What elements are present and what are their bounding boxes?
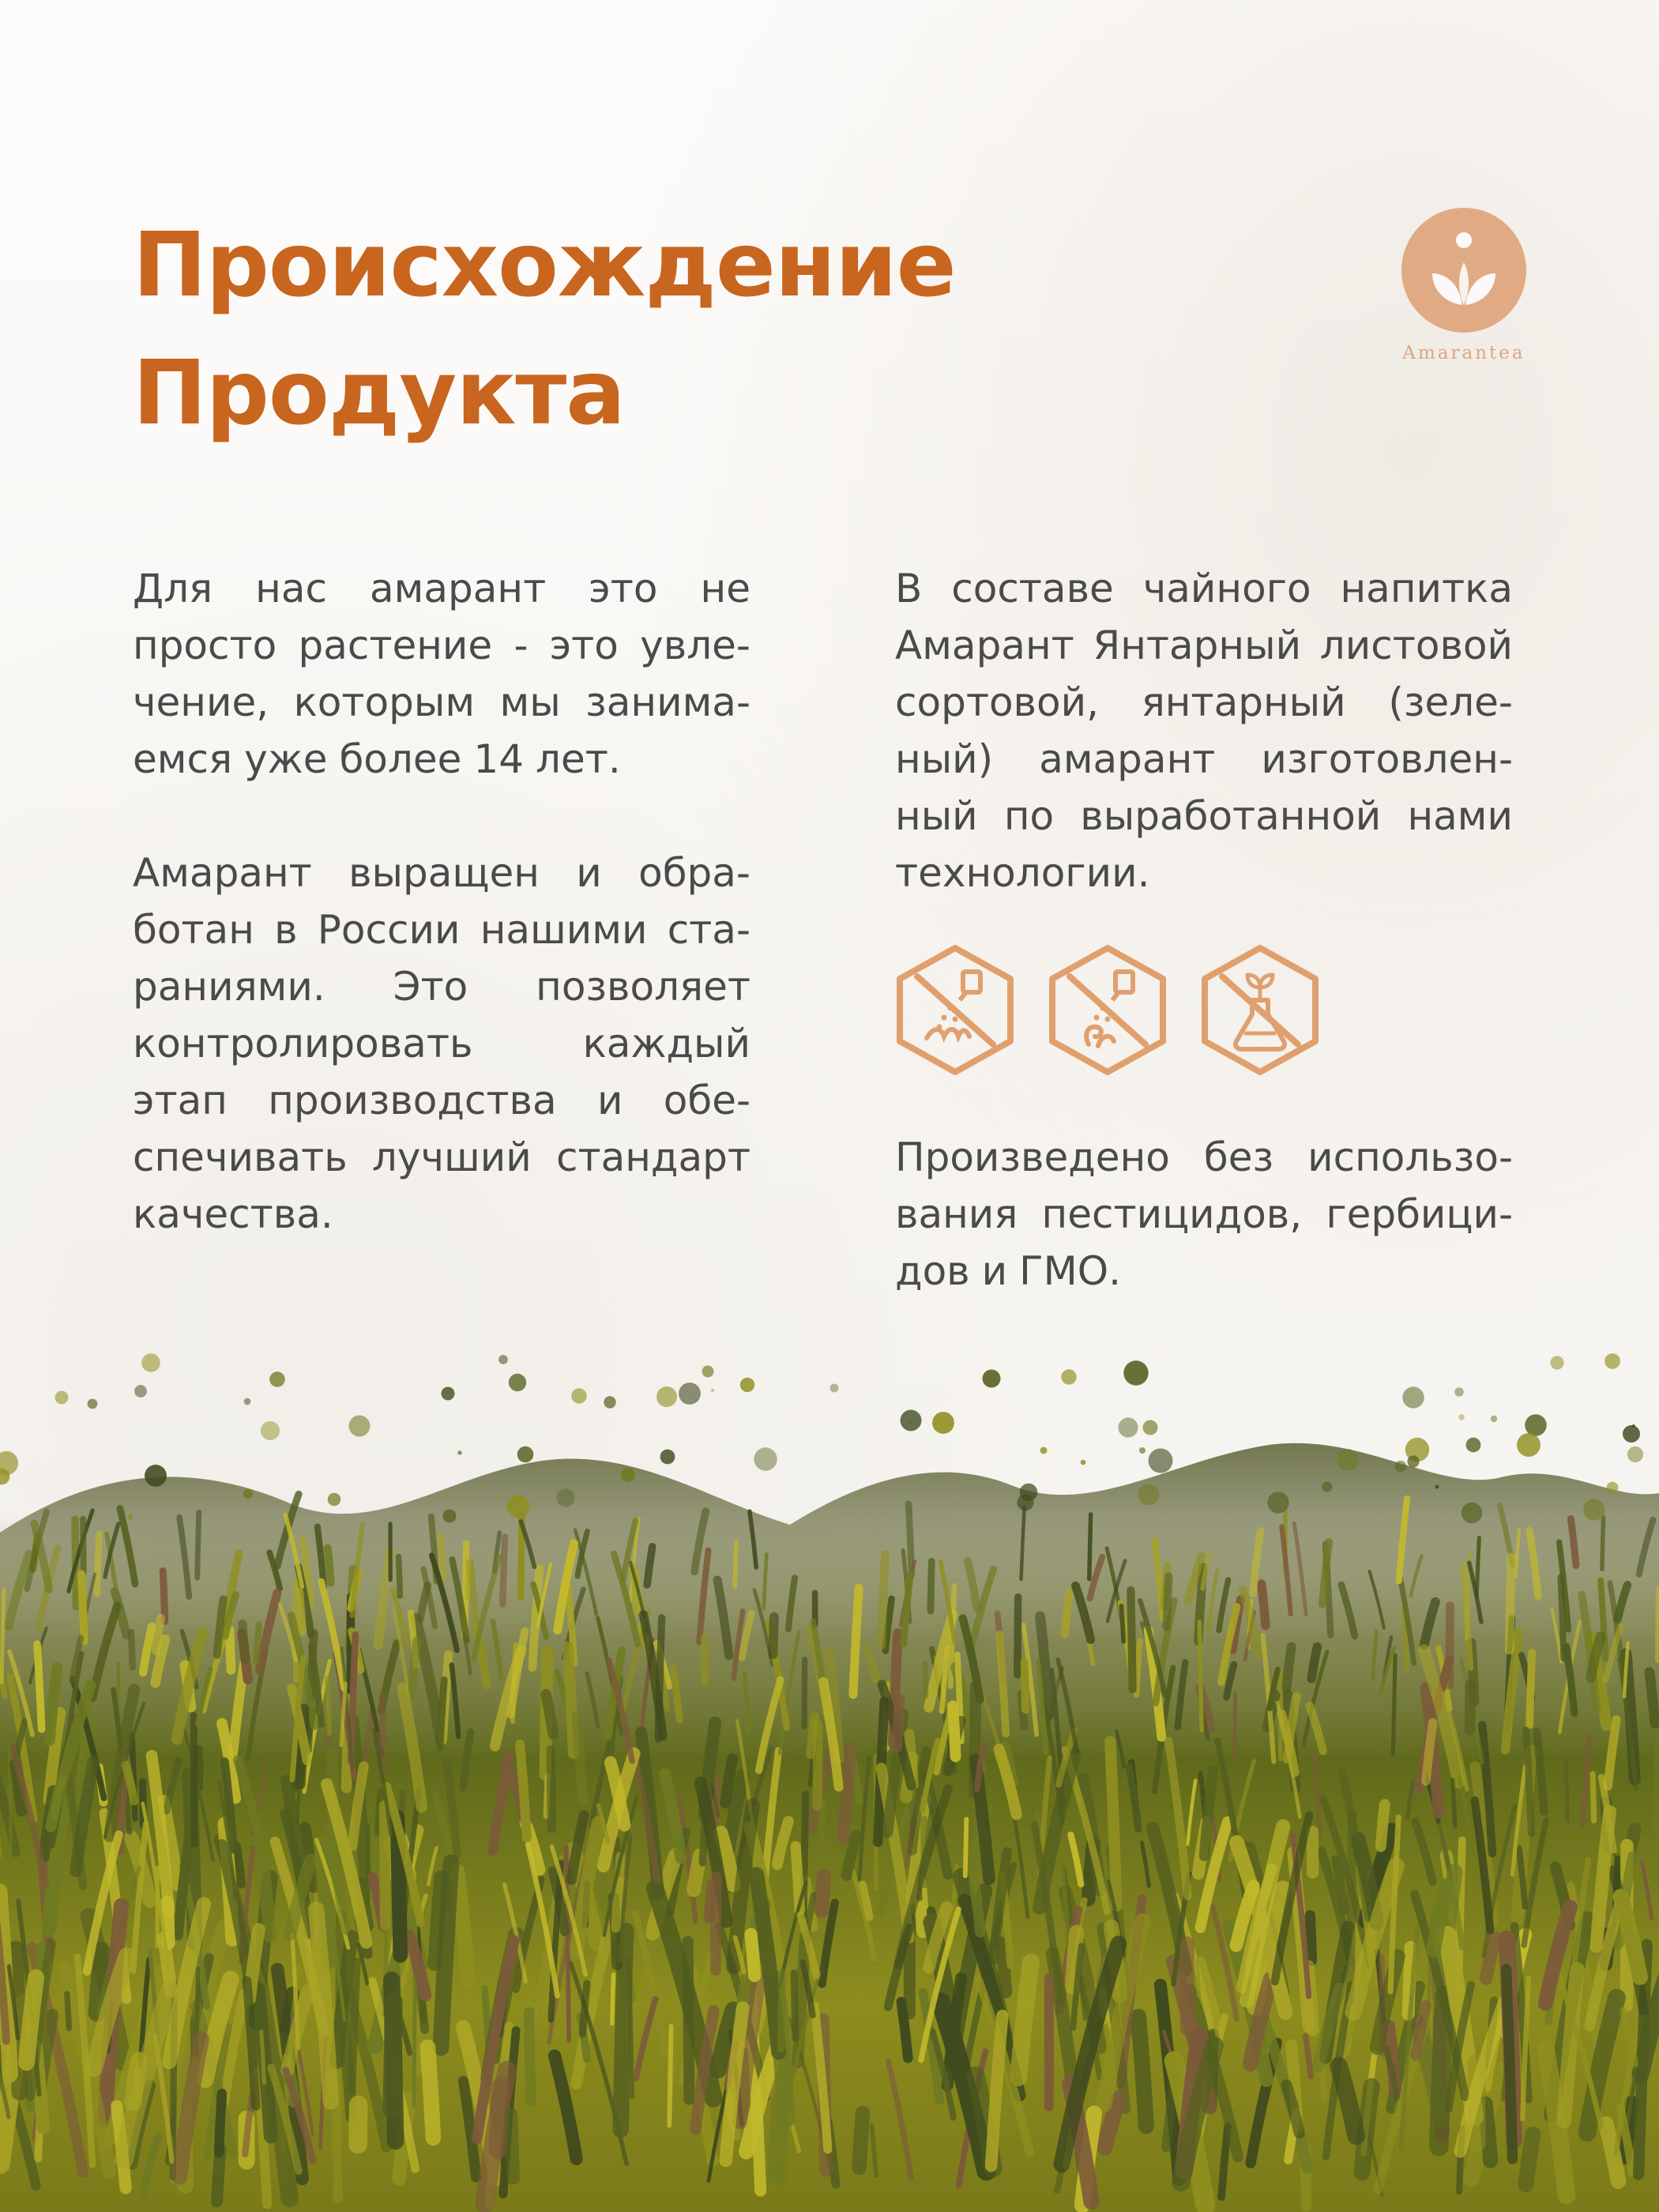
grass-blade bbox=[669, 2026, 671, 2126]
text-line bbox=[895, 1129, 1513, 1186]
word: по bbox=[1003, 793, 1055, 839]
grass-blade bbox=[583, 1984, 588, 2034]
grass-blade bbox=[427, 2047, 433, 2138]
word: уже bbox=[244, 736, 328, 782]
paint-drop bbox=[1623, 1425, 1640, 1443]
grass-blade bbox=[908, 1504, 912, 1575]
paint-drop bbox=[141, 1353, 160, 1372]
paint-drop bbox=[983, 1370, 1001, 1388]
paint-drop bbox=[1081, 1460, 1086, 1465]
word: которым bbox=[293, 679, 476, 725]
grass-blade bbox=[229, 1630, 231, 1670]
word: Амарант bbox=[133, 850, 312, 896]
paint-drop bbox=[1607, 1482, 1619, 1494]
paint-drop bbox=[1435, 1485, 1439, 1489]
grass-blade bbox=[1065, 1593, 1070, 1634]
paint-drop bbox=[621, 1468, 635, 1482]
paint-drop bbox=[55, 1391, 69, 1405]
grass-blade bbox=[804, 1660, 805, 1727]
grass-blade bbox=[1287, 1647, 1292, 1688]
text-line bbox=[133, 617, 750, 674]
word: просто bbox=[133, 623, 277, 668]
word: Для bbox=[133, 566, 213, 611]
grass-blade bbox=[1650, 1672, 1655, 1724]
paint-drop bbox=[1583, 1499, 1604, 1520]
brand-name: Amarantea bbox=[1402, 343, 1525, 363]
word: амарант bbox=[370, 566, 547, 611]
word: вания bbox=[895, 1191, 1018, 1237]
amarantea-logo bbox=[1397, 207, 1531, 373]
grass-blade bbox=[382, 1695, 383, 1744]
word: и bbox=[596, 1078, 623, 1123]
paint-drop bbox=[571, 1388, 587, 1404]
no-gmo-icon bbox=[1200, 945, 1320, 1075]
text-line bbox=[133, 1072, 750, 1129]
word: спечивать bbox=[133, 1134, 348, 1180]
grass-blade bbox=[1311, 1647, 1317, 1679]
paint-drop bbox=[1118, 1417, 1138, 1437]
text-line bbox=[133, 674, 750, 731]
paint-drop bbox=[349, 1416, 371, 1437]
paint-drop bbox=[443, 1510, 457, 1523]
word: янтарный bbox=[1141, 679, 1346, 725]
grass-blade bbox=[1507, 1969, 1513, 2159]
paint-drop bbox=[932, 1412, 954, 1434]
paint-drop bbox=[1627, 1446, 1643, 1462]
grass-blade bbox=[1510, 1557, 1511, 1650]
grass-blade bbox=[577, 1716, 583, 1800]
word: это bbox=[589, 566, 658, 611]
grass-blade bbox=[1602, 1518, 1604, 1570]
grass-blade bbox=[925, 1664, 926, 1696]
grass-blade bbox=[853, 1588, 859, 1695]
word: Произведено bbox=[895, 1134, 1170, 1180]
grass-blade bbox=[1469, 1685, 1470, 1730]
text-line bbox=[895, 1186, 1513, 1243]
grass-blade bbox=[1453, 1780, 1455, 1826]
grass-blade bbox=[725, 1759, 732, 1803]
grass-blade bbox=[1002, 1943, 1006, 1992]
no-herbicides-icon bbox=[1048, 945, 1168, 1075]
paint-drop bbox=[556, 1488, 574, 1507]
paint-drop bbox=[1040, 1447, 1048, 1454]
grass-blade bbox=[198, 1749, 199, 1787]
word: ботан bbox=[133, 907, 254, 953]
paint-drop bbox=[1407, 1455, 1419, 1467]
grass-blade bbox=[953, 1706, 955, 1756]
grass-blade bbox=[131, 1632, 133, 1668]
paint-drop bbox=[128, 1514, 134, 1520]
text-line bbox=[133, 731, 750, 788]
paint-drop bbox=[1517, 1433, 1540, 1457]
text-line bbox=[895, 1243, 1513, 1300]
word: - bbox=[514, 623, 529, 668]
word: увле- bbox=[640, 623, 750, 668]
paint-drop bbox=[1466, 1438, 1481, 1453]
word: позволяет bbox=[536, 964, 750, 1010]
word: растение bbox=[298, 623, 493, 668]
grass-blade bbox=[647, 1547, 653, 1585]
word: раниями. bbox=[133, 964, 325, 1010]
word: гербици- bbox=[1326, 1191, 1513, 1237]
word: России bbox=[317, 907, 461, 953]
word: емся bbox=[133, 736, 233, 782]
word: напитка bbox=[1340, 566, 1513, 611]
word: сортовой, bbox=[895, 679, 1099, 725]
grass-blade bbox=[67, 1994, 69, 2029]
paint-drop bbox=[1454, 1387, 1464, 1397]
text-line bbox=[133, 1129, 750, 1186]
word: чение, bbox=[133, 679, 269, 725]
text-line bbox=[895, 845, 1513, 901]
word: занима- bbox=[585, 679, 750, 725]
grass-blade bbox=[1121, 1606, 1123, 1642]
text-line bbox=[133, 1186, 750, 1243]
paint-drop bbox=[1604, 1353, 1620, 1369]
word: ГМО. bbox=[1019, 1248, 1122, 1294]
paint-drop bbox=[656, 1386, 677, 1407]
grass-blade bbox=[965, 1819, 967, 1876]
paint-drop bbox=[908, 1420, 912, 1424]
grass-blade bbox=[1138, 2017, 1146, 2127]
grass-blade bbox=[773, 1616, 774, 1654]
left-paragraph-1 bbox=[133, 560, 750, 788]
paint-drop bbox=[517, 1446, 534, 1463]
paint-drop bbox=[679, 1382, 701, 1405]
grass-blade bbox=[1525, 2135, 1533, 2184]
grass-blade bbox=[411, 1641, 416, 1698]
grass-blade bbox=[751, 1934, 755, 1975]
paint-drop bbox=[269, 1371, 285, 1387]
paint-drop bbox=[1267, 1492, 1288, 1513]
paint-drop bbox=[604, 1396, 615, 1408]
grass-blade bbox=[441, 1863, 451, 2048]
paint-drop bbox=[1525, 1414, 1547, 1436]
grass-blade bbox=[822, 1876, 824, 1911]
paint-drop bbox=[1402, 1386, 1424, 1408]
grass-blade bbox=[781, 1973, 782, 2049]
grass-blade bbox=[441, 1537, 443, 1578]
text-line bbox=[133, 1015, 750, 1072]
grass-blade bbox=[327, 1678, 329, 1733]
paint-drop bbox=[754, 1447, 777, 1470]
paint-drop bbox=[509, 1374, 526, 1391]
paint-drop bbox=[134, 1385, 147, 1398]
grass-blade bbox=[1197, 1960, 1198, 1996]
grass-blade bbox=[414, 1893, 416, 2106]
grass-blade bbox=[974, 1882, 980, 1932]
grass-blade bbox=[243, 1624, 246, 1660]
grass-blade bbox=[392, 2002, 394, 2110]
grass-blade bbox=[897, 1699, 899, 1747]
grass-blade bbox=[299, 1593, 303, 1632]
text-line bbox=[133, 901, 750, 958]
grass-blade bbox=[1167, 1577, 1169, 1627]
word: обра- bbox=[638, 850, 750, 896]
paint-drop bbox=[1138, 1484, 1160, 1506]
word: не bbox=[700, 566, 750, 611]
word: выращен bbox=[348, 850, 540, 896]
word: пестицидов, bbox=[1041, 1191, 1303, 1237]
word: Янтарный bbox=[1093, 623, 1302, 668]
paint-drop bbox=[1322, 1481, 1332, 1492]
grass-blade bbox=[843, 1748, 851, 1838]
grass-blade bbox=[219, 2094, 222, 2153]
paint-drop bbox=[261, 1421, 280, 1440]
word: чайного bbox=[1142, 566, 1311, 611]
paint-drop bbox=[457, 1450, 461, 1454]
text-line bbox=[133, 958, 750, 1015]
paint-drop bbox=[1458, 1414, 1464, 1420]
grass-blade bbox=[1130, 1590, 1132, 1689]
paint-drop bbox=[702, 1366, 714, 1378]
word: составе bbox=[951, 566, 1114, 611]
grass-blade bbox=[1089, 1514, 1091, 1579]
grass-blade bbox=[236, 1846, 241, 1884]
text-line bbox=[895, 788, 1513, 845]
grass-blade bbox=[1593, 1774, 1594, 1820]
word: (зеле- bbox=[1388, 679, 1513, 725]
word: ный bbox=[895, 793, 978, 839]
paint-drop bbox=[1143, 1420, 1158, 1435]
word: изготовлен- bbox=[1261, 736, 1513, 782]
grass-blade bbox=[860, 2113, 863, 2168]
grass-blade bbox=[37, 1644, 42, 1729]
word: технологии. bbox=[895, 850, 1150, 896]
word: использо- bbox=[1307, 1134, 1513, 1180]
word: обе- bbox=[663, 1078, 750, 1123]
right-paragraph-2 bbox=[895, 1129, 1513, 1300]
paint-drop bbox=[1550, 1356, 1563, 1369]
paint-drop bbox=[507, 1495, 529, 1518]
grass-blade bbox=[1566, 1762, 1567, 1821]
paint-drop bbox=[1123, 1360, 1148, 1385]
word: производства bbox=[268, 1078, 557, 1123]
page-title-line-1: Происхождение bbox=[133, 214, 956, 317]
paint-drop bbox=[1061, 1369, 1076, 1384]
grass-blade bbox=[498, 2086, 502, 2150]
paint-drop bbox=[1139, 1447, 1146, 1454]
grass-blade bbox=[440, 1680, 444, 1748]
word: это bbox=[549, 623, 619, 668]
paint-drop bbox=[1395, 1461, 1407, 1473]
grass-blade bbox=[1137, 1641, 1140, 1695]
word: лет. bbox=[536, 736, 621, 782]
word: контролировать bbox=[133, 1021, 473, 1066]
word: более bbox=[339, 736, 462, 782]
grass-blade bbox=[399, 1557, 401, 1596]
paint-drop bbox=[88, 1399, 98, 1409]
word: В bbox=[895, 566, 923, 611]
word: в bbox=[274, 907, 298, 953]
word: каждый bbox=[582, 1021, 750, 1066]
grass-blade bbox=[1529, 1653, 1532, 1725]
word: дов bbox=[895, 1248, 970, 1294]
grass-blade bbox=[568, 1647, 574, 1754]
grass-blade bbox=[1199, 1621, 1202, 1730]
grass-blade bbox=[358, 2105, 359, 2144]
word: нашими bbox=[480, 907, 648, 953]
grass-blade bbox=[511, 2114, 514, 2177]
amarantea-leaf-logo-icon bbox=[1401, 207, 1527, 333]
word: 14 bbox=[473, 736, 525, 782]
word: качества. bbox=[133, 1191, 333, 1237]
grass-blade bbox=[1477, 1537, 1479, 1597]
paint-drop bbox=[660, 1450, 675, 1465]
page-title bbox=[133, 201, 956, 457]
right-paragraph-1 bbox=[895, 560, 1513, 901]
paint-drop bbox=[1462, 1503, 1483, 1524]
word: листовой bbox=[1319, 623, 1513, 668]
text-line bbox=[895, 674, 1513, 731]
grass-blade bbox=[81, 1574, 85, 1641]
word: и bbox=[576, 850, 602, 896]
text-line bbox=[895, 560, 1513, 617]
paint-drop bbox=[243, 1489, 253, 1499]
word: стандарт bbox=[555, 1134, 750, 1180]
word: нас bbox=[255, 566, 327, 611]
paint-drop bbox=[711, 1389, 715, 1393]
grass-blade bbox=[612, 1974, 614, 2023]
grass-blade bbox=[546, 1695, 553, 1734]
grass-blade bbox=[256, 1624, 259, 1663]
grass-blade bbox=[794, 1973, 796, 2037]
text-line bbox=[133, 845, 750, 901]
paint-drop bbox=[830, 1384, 839, 1393]
text-line bbox=[895, 731, 1513, 788]
grass-blade bbox=[1381, 1804, 1385, 1846]
word: без bbox=[1203, 1134, 1274, 1180]
grass-blade bbox=[1235, 1693, 1236, 1755]
grass-blade bbox=[716, 1877, 717, 1970]
amaranth-field-illustration bbox=[0, 1343, 1659, 2212]
paint-drop bbox=[740, 1378, 754, 1392]
grass-blade bbox=[27, 1977, 36, 2062]
paint-drop bbox=[1337, 1449, 1359, 1471]
word: амарант bbox=[1039, 736, 1216, 782]
grass-blade bbox=[328, 1548, 331, 1583]
word: ста- bbox=[667, 907, 750, 953]
paint-drop bbox=[244, 1398, 251, 1405]
grass-blade bbox=[163, 1571, 165, 1622]
grass-blade bbox=[198, 1512, 199, 1578]
word: выработанной bbox=[1080, 793, 1382, 839]
paint-drop bbox=[1149, 1449, 1173, 1473]
paint-drop bbox=[328, 1493, 341, 1507]
paint-drop bbox=[442, 1387, 455, 1401]
word: мы bbox=[499, 679, 561, 725]
paint-drop bbox=[145, 1465, 167, 1487]
grass-blade bbox=[901, 2002, 908, 2058]
word: нами bbox=[1407, 793, 1513, 839]
word: этап bbox=[133, 1078, 228, 1123]
grass-blade bbox=[385, 1806, 386, 1925]
text-line bbox=[133, 560, 750, 617]
grass-blade bbox=[1110, 1742, 1116, 1906]
no-pesticides-icon bbox=[895, 945, 1015, 1075]
word: ный) bbox=[895, 736, 994, 782]
grass-blade bbox=[1262, 1584, 1266, 1625]
paint-drop bbox=[1491, 1416, 1497, 1422]
word: Амарант bbox=[895, 623, 1074, 668]
grass-blade bbox=[882, 1555, 886, 1646]
grass-blade bbox=[1485, 2104, 1490, 2161]
grass-blade bbox=[2, 1590, 4, 1683]
grass-blade bbox=[735, 1541, 736, 1586]
paint-drop bbox=[1018, 1495, 1034, 1511]
word: Это bbox=[393, 964, 468, 1010]
word: лучший bbox=[371, 1134, 532, 1180]
grass-blade bbox=[502, 1537, 505, 1604]
paint-drop bbox=[498, 1355, 508, 1364]
quality-badges bbox=[895, 945, 1322, 1075]
grass-blade bbox=[1393, 1655, 1395, 1753]
grass-blade bbox=[529, 2012, 530, 2101]
text-line bbox=[895, 617, 1513, 674]
grass-blade bbox=[97, 1533, 100, 1593]
page-title-line-2: Продукта bbox=[133, 342, 625, 445]
word: и bbox=[981, 1248, 1008, 1294]
left-paragraph-2 bbox=[133, 845, 750, 1243]
grass-blade bbox=[1310, 1915, 1311, 1960]
